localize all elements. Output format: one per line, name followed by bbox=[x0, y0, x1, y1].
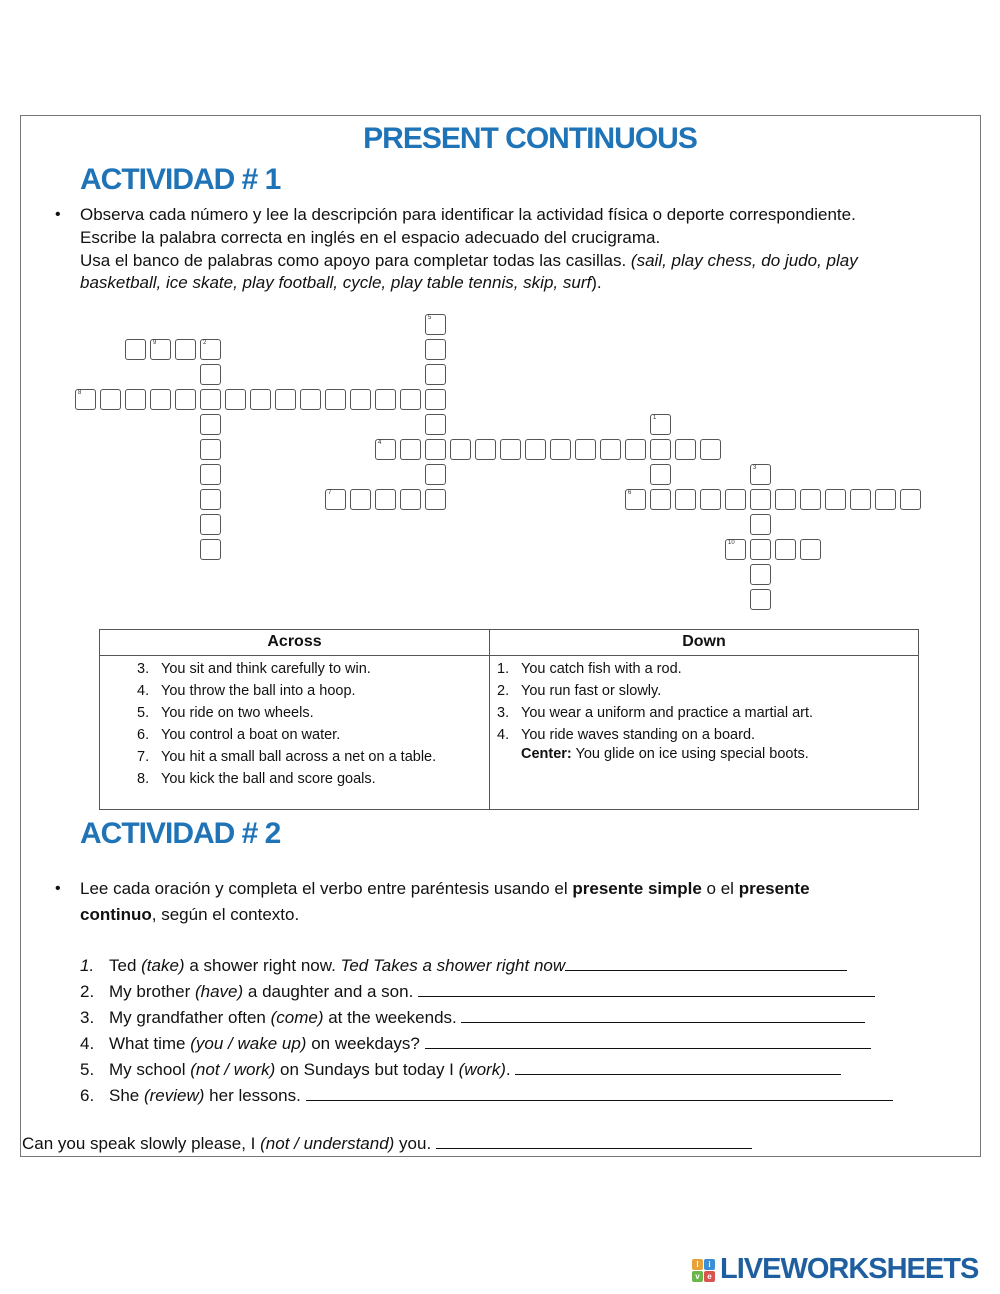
crossword-cell[interactable] bbox=[375, 389, 396, 410]
clue-number: 6 bbox=[628, 490, 632, 496]
answer-field[interactable]: Ted Takes a shower right now bbox=[340, 956, 566, 975]
crossword-cell[interactable] bbox=[150, 339, 171, 360]
crossword-cell[interactable] bbox=[775, 539, 796, 560]
crossword-cell[interactable] bbox=[550, 439, 571, 460]
across-clue: 3. You sit and think carefully to win. bbox=[137, 661, 371, 677]
crossword-cell[interactable] bbox=[150, 389, 171, 410]
across-clue: 4. You throw the ball into a hoop. bbox=[137, 683, 356, 699]
crossword-cell[interactable] bbox=[200, 464, 221, 485]
page-title: PRESENT CONTINUOUS bbox=[363, 122, 697, 155]
crossword-cell[interactable] bbox=[700, 489, 721, 510]
across-clue: 6. You control a boat on water. bbox=[137, 727, 341, 743]
crossword-cell[interactable] bbox=[200, 364, 221, 385]
crossword-cell[interactable] bbox=[425, 364, 446, 385]
answer-line[interactable] bbox=[436, 1131, 752, 1149]
answer-line[interactable] bbox=[425, 1031, 871, 1049]
crossword-cell[interactable] bbox=[850, 489, 871, 510]
crossword-cell[interactable] bbox=[900, 489, 921, 510]
crossword-cell[interactable] bbox=[500, 439, 521, 460]
activity1-heading: ACTIVIDAD # 1 bbox=[80, 163, 281, 196]
divider bbox=[489, 630, 490, 809]
crossword-cell[interactable] bbox=[325, 489, 346, 510]
crossword-cell[interactable] bbox=[750, 539, 771, 560]
answer-line[interactable] bbox=[461, 1005, 865, 1023]
activity1-instructions-3: Usa el banco de palabras como apoyo para completar todas las casillas. (sail, play chess, do judo, play bbox=[80, 251, 858, 270]
crossword-cell[interactable] bbox=[675, 489, 696, 510]
activity2-instructions: Lee cada oración y completa el verbo entre paréntesis usando el presente simple o el presente bbox=[80, 879, 810, 898]
clue-number: 3 bbox=[753, 465, 757, 471]
crossword-cell[interactable] bbox=[425, 464, 446, 485]
crossword-cell[interactable] bbox=[125, 389, 146, 410]
crossword-cell[interactable] bbox=[375, 489, 396, 510]
crossword-cell[interactable] bbox=[650, 414, 671, 435]
crossword-cell[interactable] bbox=[175, 339, 196, 360]
activity1-instructions: Observa cada número y lee la descripción para identificar la actividad física o deporte correspondiente. bbox=[80, 205, 856, 224]
crossword-cell[interactable] bbox=[400, 389, 421, 410]
crossword-cell[interactable] bbox=[775, 489, 796, 510]
across-clue: 5. You ride on two wheels. bbox=[137, 705, 314, 721]
crossword-cell[interactable] bbox=[800, 539, 821, 560]
crossword-cell[interactable] bbox=[400, 439, 421, 460]
down-clue: 3. You wear a uniform and practice a martial art. bbox=[497, 705, 814, 721]
sentence-2: 2. My brother (have) a daughter and a son. bbox=[80, 979, 875, 1002]
sentence-5: 5. My school (not / work) on Sundays but today I (work). bbox=[80, 1057, 841, 1080]
clue-number: 4 bbox=[378, 440, 382, 446]
crossword-cell[interactable] bbox=[425, 489, 446, 510]
crossword-cell[interactable] bbox=[200, 339, 221, 360]
crossword-cell[interactable] bbox=[325, 389, 346, 410]
crossword-cell[interactable] bbox=[425, 314, 446, 335]
crossword-cell[interactable] bbox=[425, 389, 446, 410]
crossword-cell[interactable] bbox=[450, 439, 471, 460]
crossword-cell[interactable] bbox=[250, 389, 271, 410]
liveworksheets-logo-icon: l i v e bbox=[692, 1259, 716, 1283]
word-bank: (sail, play chess, do judo, play bbox=[626, 251, 858, 270]
crossword-cell[interactable] bbox=[300, 389, 321, 410]
crossword-cell[interactable] bbox=[625, 439, 646, 460]
crossword-cell[interactable] bbox=[825, 489, 846, 510]
crossword-cell[interactable] bbox=[375, 439, 396, 460]
clue-number: 1 bbox=[653, 415, 657, 421]
crossword-cell[interactable] bbox=[350, 389, 371, 410]
crossword-cell[interactable] bbox=[425, 439, 446, 460]
crossword-cell[interactable] bbox=[650, 464, 671, 485]
bullet: • bbox=[55, 880, 61, 897]
sentence-6: 6. She (review) her lessons. bbox=[80, 1083, 893, 1106]
activity2-instructions-2: continuo, según el contexto. bbox=[80, 905, 300, 924]
word-bank-2: basketball, ice skate, play football, cycle, play table tennis, skip, surf). bbox=[80, 273, 602, 292]
crossword-cell[interactable] bbox=[700, 439, 721, 460]
sentence-3: 3. My grandfather often (come) at the weekends. bbox=[80, 1005, 865, 1028]
crossword-cell[interactable] bbox=[175, 389, 196, 410]
center-clue: Center: You glide on ice using special boots. bbox=[521, 746, 809, 762]
crossword-cell[interactable] bbox=[750, 589, 771, 610]
crossword-cell[interactable] bbox=[525, 439, 546, 460]
across-clue: 8. You kick the ball and score goals. bbox=[137, 771, 376, 787]
clues-table bbox=[99, 629, 919, 810]
answer-line[interactable] bbox=[306, 1083, 893, 1101]
clue-number: 10 bbox=[728, 540, 735, 546]
answer-line[interactable] bbox=[515, 1057, 841, 1075]
clue-number: 2 bbox=[203, 340, 207, 346]
down-clue: 2. You run fast or slowly. bbox=[497, 683, 662, 699]
down-header: Down bbox=[490, 630, 918, 656]
sentence-1: 1. Ted (take) a shower right now. Ted Takes a shower right now bbox=[80, 953, 847, 976]
crossword-cell[interactable] bbox=[750, 489, 771, 510]
crossword-cell[interactable] bbox=[275, 389, 296, 410]
sentence-4: 4. What time (you / wake up) on weekdays? bbox=[80, 1031, 871, 1054]
crossword-cell[interactable] bbox=[725, 489, 746, 510]
clue-number: 5 bbox=[428, 315, 432, 321]
sentence-7: Can you speak slowly please, I (not / understand) you. bbox=[22, 1131, 752, 1154]
crossword-cell[interactable] bbox=[425, 414, 446, 435]
activity1-instructions-2: Escribe la palabra correcta en inglés en el espacio adecuado del crucigrama. bbox=[80, 228, 661, 247]
crossword-cell[interactable] bbox=[200, 439, 221, 460]
across-header: Across bbox=[100, 630, 489, 656]
crossword-cell[interactable] bbox=[675, 439, 696, 460]
crossword-cell[interactable] bbox=[400, 489, 421, 510]
crossword-cell[interactable] bbox=[200, 414, 221, 435]
crossword-cell[interactable] bbox=[200, 389, 221, 410]
liveworksheets-logo: LIVEWORKSHEETS bbox=[720, 1253, 979, 1285]
crossword-cell[interactable] bbox=[100, 389, 121, 410]
down-clue: 4. You ride waves standing on a board. bbox=[497, 727, 756, 743]
bullet: • bbox=[55, 206, 61, 223]
crossword-cell[interactable] bbox=[625, 489, 646, 510]
crossword-cell[interactable] bbox=[600, 439, 621, 460]
crossword-cell[interactable] bbox=[475, 439, 496, 460]
crossword-cell[interactable] bbox=[350, 489, 371, 510]
crossword-cell[interactable] bbox=[650, 439, 671, 460]
crossword-cell[interactable] bbox=[750, 564, 771, 585]
answer-line[interactable] bbox=[418, 979, 875, 997]
crossword-cell[interactable] bbox=[575, 439, 596, 460]
crossword-cell[interactable] bbox=[725, 539, 746, 560]
crossword-cell[interactable] bbox=[200, 489, 221, 510]
activity2-heading: ACTIVIDAD # 2 bbox=[80, 817, 281, 850]
crossword-cell[interactable] bbox=[875, 489, 896, 510]
answer-line[interactable] bbox=[565, 953, 847, 971]
clue-number: 9 bbox=[153, 340, 157, 346]
across-clue: 7. You hit a small ball across a net on a table. bbox=[137, 749, 437, 765]
crossword-cell[interactable] bbox=[225, 389, 246, 410]
clue-number: 8 bbox=[78, 390, 82, 396]
crossword-cell[interactable] bbox=[800, 489, 821, 510]
crossword-cell[interactable] bbox=[200, 539, 221, 560]
crossword-cell[interactable] bbox=[750, 464, 771, 485]
crossword-cell[interactable] bbox=[650, 489, 671, 510]
crossword-cell[interactable] bbox=[125, 339, 146, 360]
clue-number: 7 bbox=[328, 490, 332, 496]
crossword-cell[interactable] bbox=[425, 339, 446, 360]
down-clue: 1. You catch fish with a rod. bbox=[497, 661, 682, 677]
crossword-cell[interactable] bbox=[750, 514, 771, 535]
crossword-cell[interactable] bbox=[75, 389, 96, 410]
crossword-cell[interactable] bbox=[200, 514, 221, 535]
